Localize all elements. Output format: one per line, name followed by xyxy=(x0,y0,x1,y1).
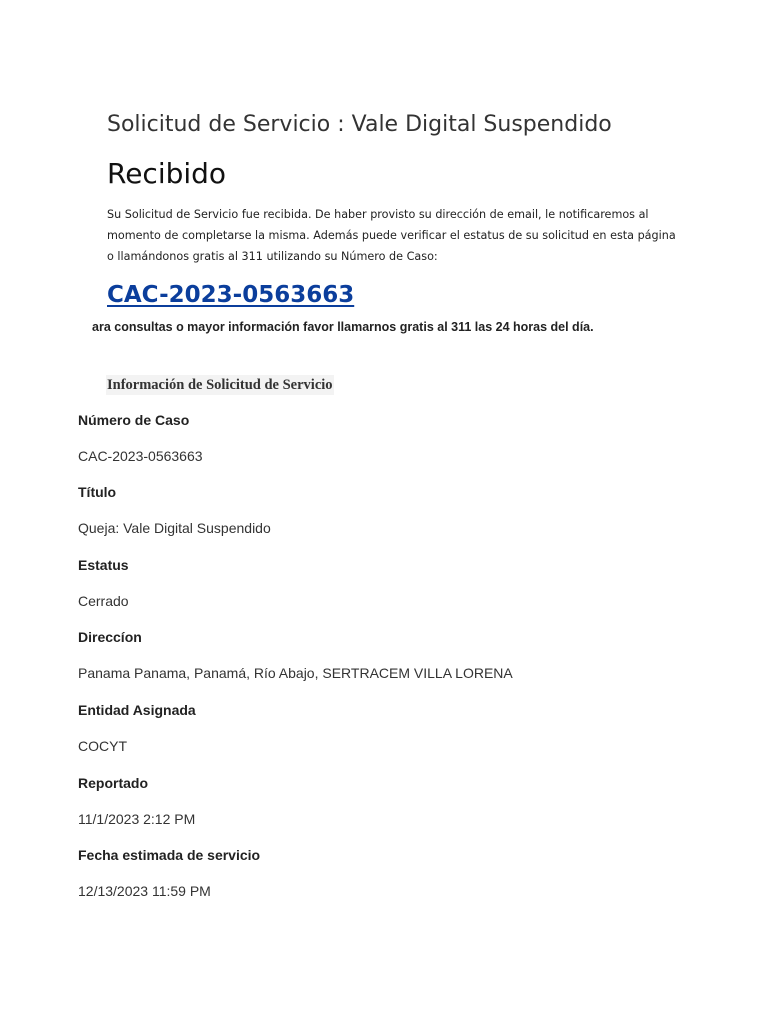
field-value-status: Cerrado xyxy=(78,593,129,609)
field-value-address: Panama Panama, Panamá, Río Abajo, SERTRACEM VILLA LORENA xyxy=(78,665,513,681)
field-label-assigned-entity: Entidad Asignada xyxy=(78,702,196,718)
field-label-title: Título xyxy=(78,484,117,500)
field-value-assigned-entity: COCYT xyxy=(78,738,127,754)
page-title: Solicitud de Servicio : Vale Digital Suspendido xyxy=(107,112,612,137)
field-label-estimated-date: Fecha estimada de servicio xyxy=(78,847,261,863)
field-label-reported: Reportado xyxy=(78,775,148,791)
section-title: Información de Solicitud de Servicio xyxy=(107,377,333,393)
field-value-case-number: CAC-2023-0563663 xyxy=(78,448,203,464)
field-value-estimated-date: 12/13/2023 11:59 PM xyxy=(78,883,211,899)
consult-note: ara consultas o mayor información favor llamarnos gratis al 311 las 24 horas del día. xyxy=(92,320,594,334)
field-value-title: Queja: Vale Digital Suspendido xyxy=(78,520,271,536)
field-label-address: Direccíon xyxy=(78,629,142,645)
field-label-case-number: Número de Caso xyxy=(78,412,190,428)
field-value-reported: 11/1/2023 2:12 PM xyxy=(78,811,196,827)
field-label-status: Estatus xyxy=(78,557,129,573)
case-number-link[interactable]: CAC-2023-0563663 xyxy=(107,282,355,308)
status-heading: Recibido xyxy=(107,157,227,190)
intro-paragraph: Su Solicitud de Servicio fue recibida. De haber provisto su dirección de email, le notificaremos al momento de completarse la misma. Además puede verificar el estatus de su solicitud en esta página o llamándonos gratis al 311 utilizando su Número de Caso: xyxy=(107,208,676,263)
